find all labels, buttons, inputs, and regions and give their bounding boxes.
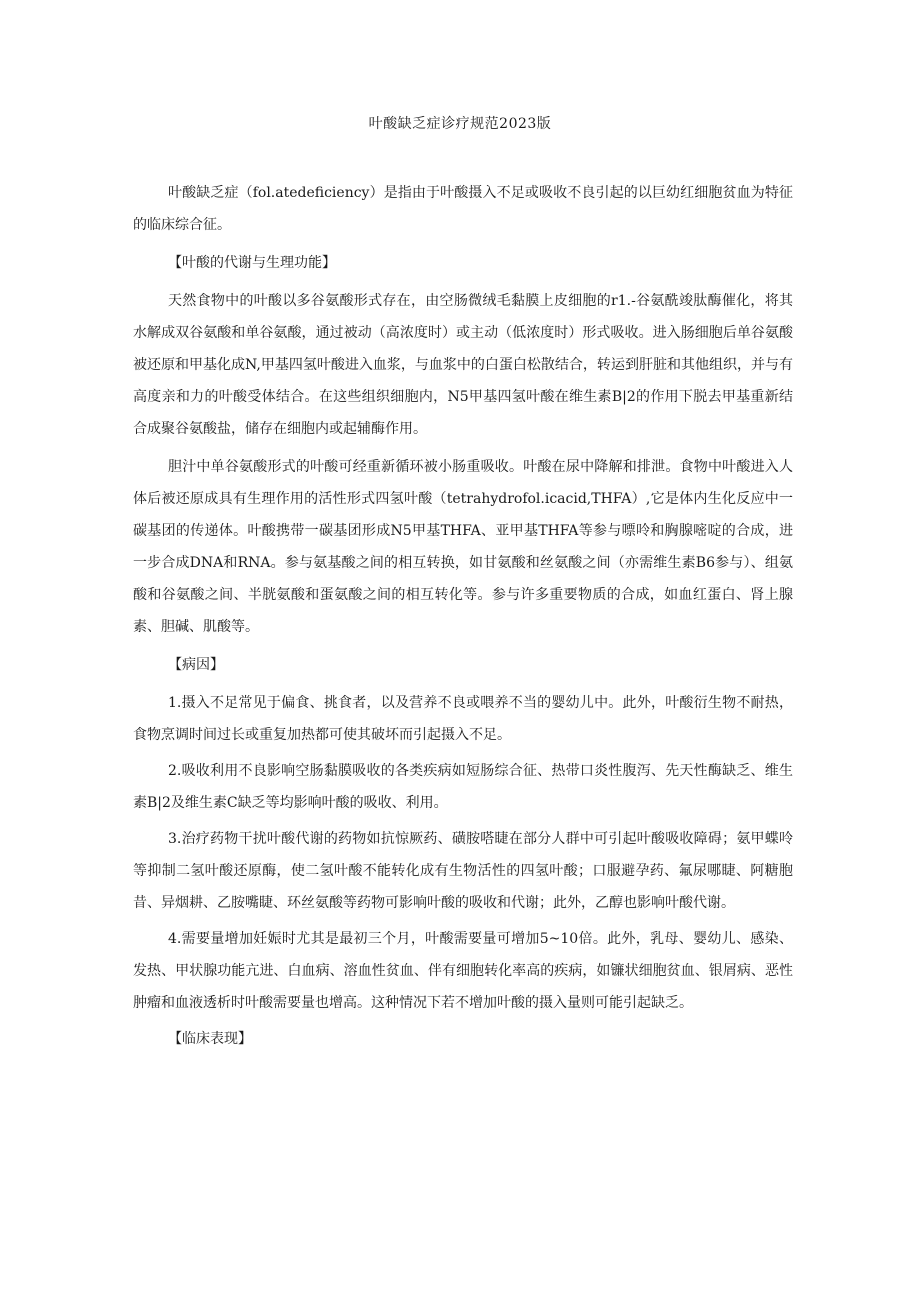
metabolism-paragraph-2: 胆汁中单谷氨酸形式的叶酸可经重新循环被小肠重吸收。叶酸在尿中降解和排泄。食物中叶酸进入人体后被还原成具有生理作用的活性形式四氢叶酸（tetrahydrofol.icacid,THFA）,它是体内生化反应中一碳基团的传递体。叶酸携带一碳基团形成N5甲基THFA、亚甲基THFA等参与嘌呤和胸腺嘧啶的合成，进一步合成DNA和RNA。参与氨基酸之间的相互转换，如甘氨酸和丝氨酸之间（亦需维生素B6参与）、组氨酸和谷氨酸之间、半胱氨酸和蛋氨酸之间的相互转化等。参与许多重要物质的合成，如血红蛋白、肾上腺素、胆碱、肌酸等。 xyxy=(133,459,793,635)
section-heading-metabolism: 【叶酸的代谢与生理功能】 xyxy=(168,255,336,271)
document-body xyxy=(133,177,793,1061)
etiology-item-2: 2.吸收利用不良影响空肠黏膜吸收的各类疾病如短肠综合征、热带口炎性腹泻、先天性酶缺乏、维生素B|2及维生素C缺乏等均影响叶酸的吸收、利用。 xyxy=(133,763,793,811)
etiology-item-3: 3.治疗药物干扰叶酸代谢的药物如抗惊厥药、磺胺嗒睫在部分人群中可引起叶酸吸收障碍；氨甲蝶呤等抑制二氢叶酸还原酶，使二氢叶酸不能转化成有生物活性的四氢叶酸；口服避孕药、氟尿哪睫、阿糖胞昔、异烟耕、乙胺嘴睫、环丝氨酸等药物可影响叶酸的吸收和代谢；此外，乙醇也影响叶酸代谢。 xyxy=(133,831,793,911)
metabolism-paragraph-1: 天然食物中的叶酸以多谷氨酸形式存在，由空肠微绒毛黏膜上皮细胞的r1.-谷氨酰竣肽酶催化，将其水解成双谷氨酸和单谷氨酸，通过被动（高浓度时）或主动（低浓度时）形式吸收。进入肠细胞后单谷氨酸被还原和甲基化成N,甲基四氢叶酸进入血浆，与血浆中的白蛋白松散结合，转运到肝脏和其他组织，并与有高度亲和力的叶酸受体结合。在这些组织细胞内，N5甲基四氢叶酸在维生素B|2的作用下脱去甲基重新结合成聚谷氨酸盐，储存在细胞内或起辅酶作用。 xyxy=(133,293,793,437)
section-heading-clinical: 【临床表现】 xyxy=(168,1031,252,1047)
etiology-item-4: 4.需要量增加妊娠时尤其是最初三个月，叶酸需要量可增加5~10倍。此外，乳母、婴幼儿、感染、发热、甲状腺功能亢进、白血病、溶血性贫血、伴有细胞转化率高的疾病，如镰状细胞贫血、银屑病、恶性肿瘤和血液透析时叶酸需要量也增高。这种情况下若不增加叶酸的摄入量则可能引起缺乏。 xyxy=(133,931,793,1011)
section-heading-etiology: 【病因】 xyxy=(168,657,224,673)
intro-paragraph: 叶酸缺乏症（fol.atedeficiency）是指由于叶酸摄入不足或吸收不良引起的以巨幼红细胞贫血为特征的临床综合征。 xyxy=(133,185,793,233)
document-title: 叶酸缺乏症诊疗规范2023版 xyxy=(368,116,552,132)
etiology-item-1: 1.摄入不足常见于偏食、挑食者，以及营养不良或喂养不当的婴幼儿中。此外，叶酸衍生物不耐热，食物烹调时间过长或重复加热都可使其破坏而引起摄入不足。 xyxy=(133,695,793,743)
